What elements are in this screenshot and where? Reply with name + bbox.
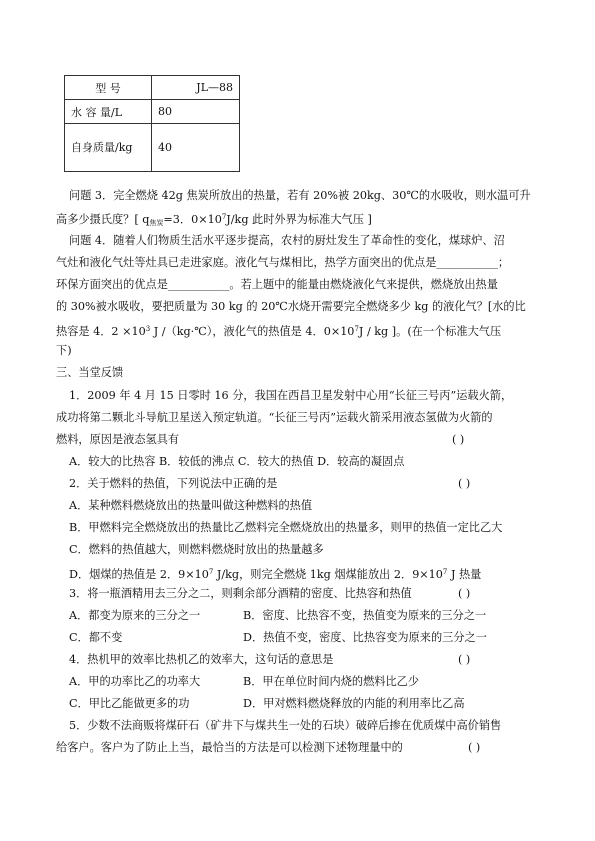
fb2-d-exponent-2: 7 [442, 568, 448, 576]
fb3-stem: 3．将一瓶酒精用去三分之二，则剩余部分酒精的密度、比热容和热值 [69, 587, 412, 600]
fb3-answer-paren: ( ) [458, 587, 471, 600]
spec-table [64, 75, 240, 172]
table-cell-value: 40 [152, 124, 240, 172]
fb2-option-b: B．甲燃料完全燃烧放出的热量比乙燃料完全燃烧放出的热量多，则甲的热值一定比乙大 [69, 521, 503, 534]
fb1-line-1: 1．2009 年 4 月 15 日零时 16 分，我国在西昌卫星发射中心用“长征三号丙”运载火箭， [69, 389, 513, 402]
fb2-d-text-a: D．烟煤的热值是 2．9×10 [69, 568, 209, 581]
q4-line-2: 气灶和液化气灶等灶具已走进家庭。液化气与煤相比，热学方面突出的优点是___________； [56, 256, 510, 269]
fb2-option-c: C．燃料的热值越大，则燃料燃烧时放出的热量越多 [69, 543, 324, 556]
q4-text-a: 热容是 4．2 ×10 [56, 325, 146, 338]
fb1-line-3: 燃料，原因是液态氢具有 [56, 433, 180, 446]
q3-text-c: J/kg 此时外界为标准大气压 ] [226, 213, 372, 226]
fb3-option-b: B．密度、比热容不变，热值变为原来的三分之一 [243, 609, 487, 622]
fb2-d-exponent-1: 7 [208, 568, 214, 576]
fb2-stem: 2．关于燃料的热值，下列说法中正确的是 [69, 477, 278, 490]
fb3-option-c: C．都不变 [69, 631, 123, 644]
fb4-option-d: D．甲对燃料燃烧释放的内能的利用率比乙高 [243, 697, 465, 710]
q4-exponent-1: 3 [145, 325, 151, 333]
table-cell-value: 80 [152, 100, 240, 124]
fb2-answer-paren: ( ) [458, 477, 471, 490]
q3-line-2 [56, 207, 372, 233]
q4-text-c: J / kg ]。(在一个标准大气压 [358, 325, 502, 338]
fb4-stem: 4．热机甲的效率比热机乙的效率大，这句话的意思是 [69, 653, 334, 666]
fb2-d-text-c: J 热量 [447, 568, 482, 581]
q3-subscript: 焦炭 [149, 219, 164, 227]
q4-exponent-2: 7 [354, 325, 359, 333]
table-cell-value: JL—88 [152, 76, 240, 100]
fb5-line-2: 给客户。客户为了防止上当，最恰当的方法是可以检测下述物理量中的 [56, 741, 403, 754]
fb2-d-text-b: J/kg，则完全燃烧 1kg 烟煤能放出 2．9×10 [213, 568, 443, 581]
q4-line-4: 的 30%被水吸收，要把质量为 30 kg 的 20℃水烧开需要完全燃烧多少 kg 的液化气？[水的比 [56, 300, 526, 313]
q4-line-5 [56, 319, 501, 342]
fb3-option-d: D．热值不变，密度、比热容变为原来的三分之一 [243, 631, 487, 644]
q4-line-6: 下) [56, 344, 72, 357]
fb4-option-a: A．甲的功率比乙的功率大 [69, 675, 201, 688]
section-heading: 三、当堂反馈 [56, 366, 124, 379]
fb1-options: A．较大的比热容 B．较低的沸点 C．较大的热值 D．较高的凝固点 [69, 455, 405, 468]
q3-text-a: 高多少摄氏度？[ q [56, 213, 150, 226]
table-row [65, 124, 240, 172]
q3-text-b: =3．0×10 [163, 213, 222, 226]
fb1-answer-paren: ( ) [452, 433, 465, 446]
q4-line-1: 问题 4．随着人们物质生活水平逐步提高，农村的厨灶发生了革命性的变化，煤球炉、沼 [69, 234, 505, 247]
table-row [65, 100, 240, 124]
q3-exponent: 7 [221, 213, 227, 221]
fb4-option-c: C．甲比乙能做更多的功 [69, 697, 190, 710]
q3-line-1: 问题 3．完全燃烧 42g 焦炭所放出的热量，若有 20%被 20kg、30℃的水吸收，则水温可升 [69, 189, 531, 202]
fb4-option-b: B．甲在单位时间内烧的燃料比乙少 [243, 675, 420, 688]
q4-line-3: 环保方面突出的优点是___________。若上题中的能量由燃烧液化气来提供，燃烧放出热量 [56, 278, 498, 291]
fb3-option-a: A．都变为原来的三分之一 [69, 609, 201, 622]
fb5-line-1: 5．少数不法商贩将煤矸石（矿井下与煤共生一处的石块）破碎后掺在优质煤中高价销售 [69, 719, 502, 732]
table-cell-label: 型 号 [65, 76, 152, 100]
q4-text-b: J /（kg·℃），液化气的热值是 4．0×10 [150, 325, 355, 338]
fb4-answer-paren: ( ) [458, 653, 471, 666]
fb2-option-d [69, 562, 481, 585]
fb2-option-a: A．某种燃料燃烧放出的热量叫做这种燃料的热值 [69, 499, 313, 512]
table-row [65, 76, 240, 100]
fb5-answer-paren: ( ) [468, 741, 481, 754]
table-cell-label: 水 容 量/L [65, 100, 152, 124]
table-cell-label: 自身质量/kg [65, 124, 152, 172]
fb1-line-2: 成功将第二颗北斗导航卫星送入预定轨道。“长征三号丙”运载火箭采用液态氢做为火箭的 [56, 411, 493, 424]
